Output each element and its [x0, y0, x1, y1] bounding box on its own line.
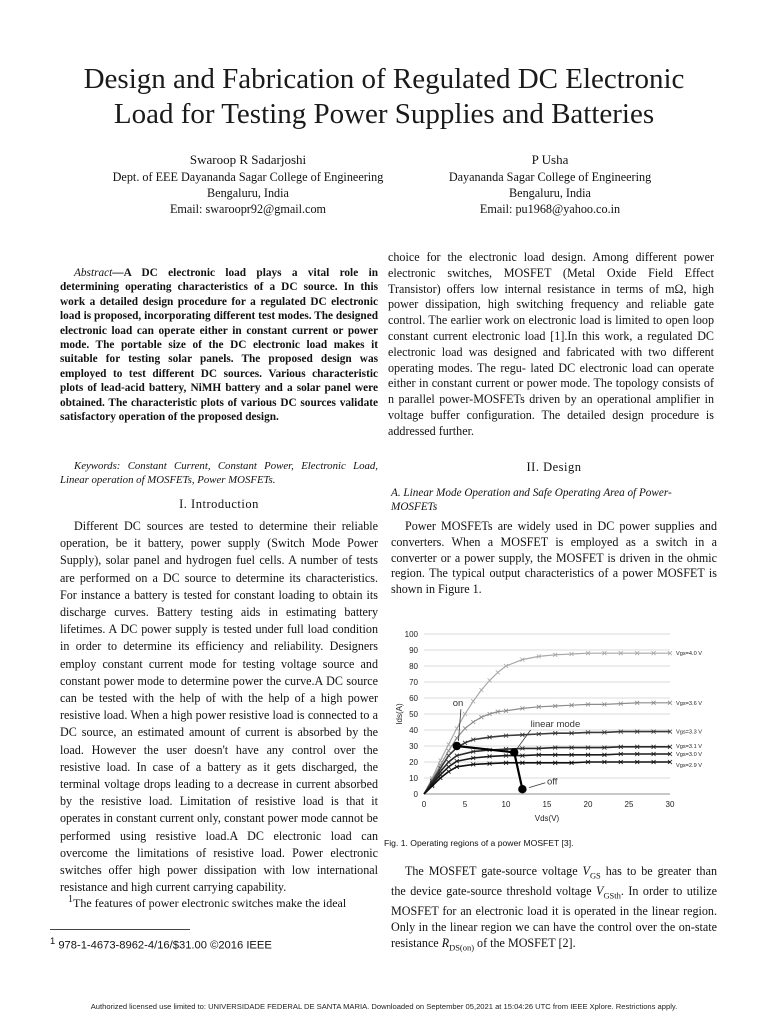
figure-caption: Fig. 1. Operating regions of a power MOSFET [3].	[384, 838, 574, 848]
operating-point	[453, 742, 461, 750]
figure-1-chart	[388, 624, 718, 830]
gate-source-paragraph	[391, 864, 717, 956]
x-axis-label: Vds(V)	[534, 814, 560, 823]
y-tick-label: 20	[409, 758, 418, 767]
legend-label: Vgs=4.0 V	[676, 651, 702, 658]
y-tick-label: 80	[409, 662, 418, 671]
author-city: Bengaluru, India	[509, 186, 591, 200]
author-block-2	[385, 152, 715, 217]
mosfet-output-chart	[388, 624, 718, 830]
section-heading-design: II. Design	[526, 460, 582, 474]
gs-text-4: of the MOSFET [2].	[474, 936, 576, 950]
gs-text-1: The MOSFET gate-source voltage	[405, 864, 583, 878]
vgsth-symbol: V	[596, 884, 604, 899]
isbn-mark: 1	[50, 936, 56, 946]
x-tick-label: 15	[542, 800, 552, 809]
title-line-1: Design and Fabrication of Regulated DC Electronic	[83, 63, 685, 95]
author-dept: Dayananda Sagar College of Engineering	[448, 170, 652, 184]
y-tick-label: 0	[413, 790, 418, 799]
gs-text-2: has to be greater than the device gate-source threshold voltage	[391, 864, 717, 899]
abstract-dash: —	[112, 267, 124, 279]
y-tick-label: 10	[409, 774, 418, 783]
y-tick-label: 90	[409, 646, 418, 655]
data-point	[479, 688, 483, 692]
subsection-heading: A. Linear Mode Operation and Safe Operating Area of Power-MOSFETs	[391, 487, 672, 513]
isbn: 978-1-4673-8962-4/16/$31.00 ©2016 IEEE	[58, 939, 272, 952]
data-point	[496, 670, 500, 674]
rds-symbol: R	[441, 936, 450, 950]
operating-point	[518, 785, 526, 793]
download-notice: Authorized licensed use limited to: UNIVERSIDADE FEDERAL DE SANTA MARIA. Downloaded on September 05,2021 at 15:04:26 UTC from IEEE Xplore. Restrictions apply.	[90, 1002, 678, 1011]
keywords: Keywords: Constant Current, Constant Power, Electronic Load, Linear operation of MOSFETs, Power MOSFETs.	[60, 460, 378, 486]
footnote-mark: 1	[68, 894, 73, 905]
chart-annotation: off	[547, 776, 558, 788]
data-point	[471, 699, 475, 703]
vgs-symbol: V	[582, 864, 590, 878]
right-column-paragraph: choice for the electronic load design. Among different power electronic switches, MOSFET (Metal Oxide Field Effect Transistor) offers low internal resistance in terms of mΩ, high power dissipation, high switching frequency and reliable gate control. The earlier work on electronic load is limited to open loop constant current electronic load [1].In this work, a regulated DC electronic load was designed and fabricated with two different operating modes. The regu- lated DC electronic load can operate either in constant current or power mode. The topology consists of n parallel power-MOSFETs driven by an operational amplifier in voltage buffer configuration. The detailed design procedure is addressed further.	[388, 250, 714, 438]
y-tick-label: 70	[409, 678, 418, 687]
series-line	[424, 754, 670, 794]
chart-annotation: on	[452, 698, 464, 709]
author-name: Swaroop R Sadarjoshi	[189, 152, 307, 167]
y-axis-label: Ids(A)	[395, 703, 404, 725]
design-paragraph: Power MOSFETs are widely used in DC power supplies and converters. When a MOSFET is employed as a switch in a converter or a power supply, the MOSFET is driven in the ohmic region. The typical output characteristics of a power MOSFET is shown in Figure 1.	[391, 519, 717, 597]
copyright-line	[50, 936, 380, 952]
y-tick-label: 60	[409, 694, 418, 703]
x-tick-label: 25	[624, 800, 634, 809]
title-line-2: Load for Testing Power Supplies and Batteries	[113, 98, 655, 130]
legend-label: Vgs=3.1 V	[676, 743, 702, 750]
author-block-1	[83, 152, 413, 217]
annotation-leader	[529, 783, 545, 788]
footnote-divider	[50, 929, 190, 930]
data-point	[447, 749, 451, 753]
author-city: Bengaluru, India	[207, 186, 289, 200]
x-tick-label: 20	[583, 800, 593, 809]
author-name: P Usha	[531, 152, 569, 167]
y-tick-label: 40	[409, 726, 418, 735]
footnote-text: The features of power electronic switches make the ideal	[73, 896, 347, 910]
x-tick-label: 30	[665, 800, 675, 809]
legend-label: Vgs=3.0 V	[676, 752, 702, 758]
y-tick-label: 100	[404, 630, 418, 639]
x-tick-label: 10	[501, 800, 511, 809]
author-email: Email: swaroopr92@gmail.com	[169, 202, 327, 216]
author-dept: Dept. of EEE Dayananda Sagar College of Engineering	[112, 170, 384, 184]
vgsth-subscript: GSth	[603, 890, 621, 901]
intro-paragraph: Different DC sources are tested to determine their reliable operation, be it battery, power supply (Switch Mode Power Supply), solar panel and hydrogen fuel cells. A number of tests are performed on a DC source to determine its characteristics. For instance a battery is tested for constant loading to obtain its discharge curves. Battery testing aids in estimating battery lifetimes. A DC power supply is tested under full load condition in order to determine its efficiency and reliability. Designers employ constant current mode for testing voltage source and constant power mode to determine power the curve.A DC source can be tested with the help of with the help of a high power resistive load. When a high power resistive load is connected to a DC source, an estimated amount of current is absorbed by the load. However the user doesn't have any control over the resistive load. In case of a battery as it gets discharged, the terminal voltage drops leading to a decrease in current absorbed by the resistive load. Limitation of resistive load is that it operates in constant current only, constant power mode cannot be performed using resistive load.A DC electronic load can overcome the limitations of resistive load. Power electronic switches offer high power dissipation with low international resistance and high current carrying capability.	[60, 519, 378, 895]
author-email: Email: pu1968@yahoo.co.in	[479, 202, 621, 216]
abstract	[60, 266, 378, 424]
legend-label: Vgs=3.3 V	[676, 729, 702, 736]
x-tick-label: 0	[421, 800, 427, 809]
abstract-label: Abstract	[74, 267, 113, 279]
legend-label: Vgs=2.9 V	[676, 763, 702, 769]
vgs-subscript: GS	[589, 870, 601, 881]
gs-text-3: . In order to utilize MOSFET for an electronic load it is operated in the linear region. Only in the linear region we can have the control over the on-state resistance	[391, 884, 717, 950]
y-tick-label: 50	[409, 710, 418, 719]
x-tick-label: 5	[462, 800, 468, 809]
legend-label: Vgs=3.6 V	[676, 700, 702, 707]
footnote-paragraph	[60, 892, 378, 911]
operating-point	[510, 748, 518, 756]
chart-annotation: linear mode	[530, 718, 581, 730]
rds-subscript: DS(on)	[449, 942, 475, 953]
abstract-text: A DC electronic load plays a vital role in determining operating characteristics of a DC source. In this work a detailed design procedure for a regulated DC electronic load is proposed, incorporating different test modes. The designed electronic load can operate either in constant current or power mode. The portable size of the DC electronic load makes it suitable for testing solar panels. The proposed design was employed to test different DC sources. Various characteristic plots of lead-acid battery, NiMH battery and a solar panel were obtained. The characteristic plots of various DC sources validate satisfactory operation of the proposed design.	[60, 267, 378, 424]
paper-title	[40, 62, 728, 132]
data-point	[471, 720, 475, 724]
y-tick-label: 30	[409, 742, 418, 751]
section-heading-introduction: I. Introduction	[179, 497, 259, 511]
